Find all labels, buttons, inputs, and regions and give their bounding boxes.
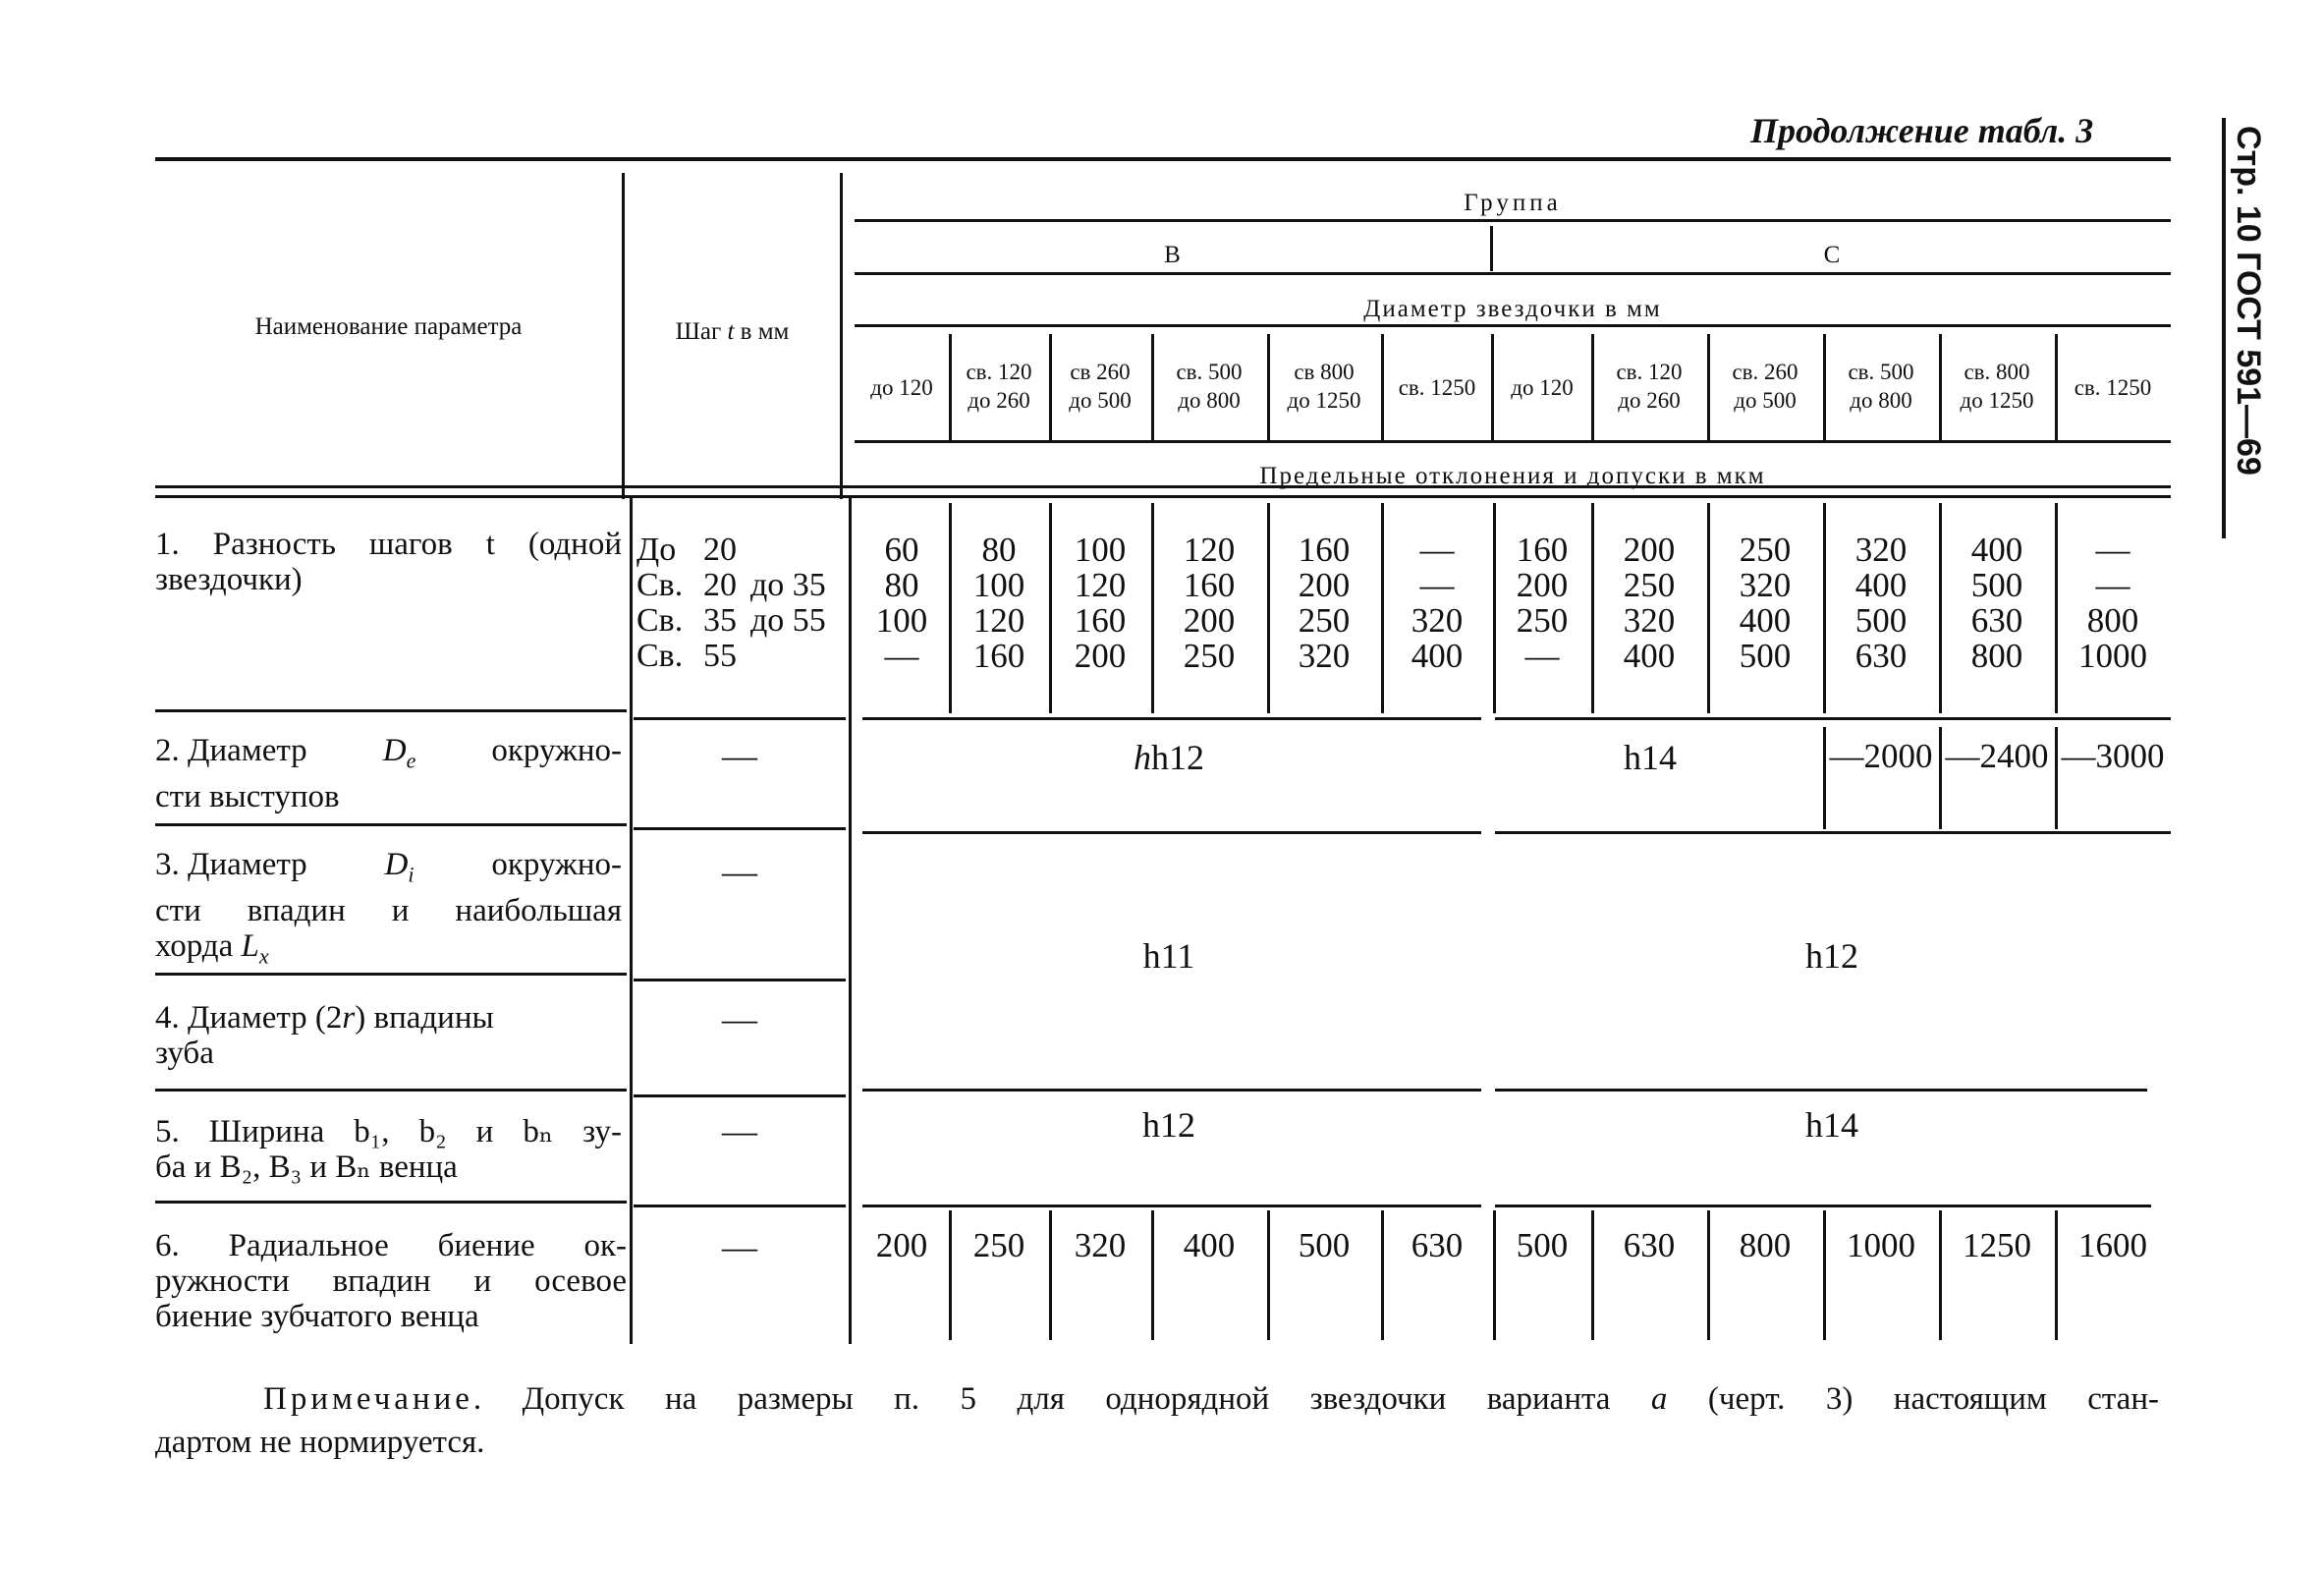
diameter-range-line2: до 800 — [1850, 388, 1912, 413]
diameter-range-line1: св. 500 — [1848, 360, 1914, 384]
row1-value: 800 — [2086, 601, 2139, 640]
row6-value: 630 — [1411, 1226, 1464, 1264]
step-header-prefix: Шаг — [675, 318, 722, 345]
diameter-range-line1: до 120 — [870, 375, 933, 400]
diameter-range-4 — [1151, 358, 1267, 415]
rule-row5-bottom-c — [862, 1205, 1481, 1207]
row2-extra-col-rule — [2055, 727, 2058, 829]
vrule-param-body — [630, 497, 633, 1344]
row5-tol-c: h14 — [1805, 1105, 1858, 1145]
row1-value: — — [1419, 531, 1455, 569]
row2-tol-c-extra-value: —2000 — [1829, 737, 1933, 775]
side-header-rule — [2222, 118, 2226, 538]
row4-param — [155, 1000, 622, 1071]
row1-value: 250 — [1298, 601, 1351, 640]
step-value: 20 — [703, 567, 737, 603]
step-prefix: До — [636, 532, 677, 568]
diameter-range-3 — [1049, 358, 1151, 415]
row6-col-rule — [1049, 1210, 1052, 1340]
diameter-header: Диаметр звездочки в мм — [1363, 296, 1662, 322]
rule-row1-bottom-d — [1495, 717, 2171, 720]
rule-row2-bottom-d — [1495, 831, 2171, 834]
rule-below-ranges — [855, 440, 2171, 443]
row6-value: 500 — [1516, 1226, 1569, 1264]
row1-value: 320 — [1298, 637, 1351, 675]
row1-value: 320 — [1411, 601, 1464, 640]
range-col-rule — [1381, 334, 1384, 440]
group-c-header: С — [1823, 242, 1841, 268]
row1-value: — — [2095, 531, 2130, 569]
row5-param-l2: ба и B₂, B₃ и Bₙ венца — [155, 1149, 458, 1185]
step-suffix: до 55 — [750, 602, 826, 639]
row1-value: 800 — [1970, 637, 2023, 675]
row2-tol-c-extra-value: —2400 — [1945, 737, 2049, 775]
vrule-step — [840, 173, 843, 499]
row2-tol-c-extra-value: —3000 — [2061, 737, 2165, 775]
row1-col-rule — [1049, 503, 1052, 713]
row1-value: 500 — [1854, 601, 1908, 640]
row1-col-rule — [1151, 503, 1154, 713]
row2-param-num: 2. Диаметр — [155, 733, 307, 768]
side-header: Стр. 10 ГОСТ 591—69 — [2230, 126, 2267, 476]
row1-step-range — [636, 532, 843, 568]
note-label: Примечание — [263, 1381, 473, 1417]
rule-row5-bottom-d — [1495, 1205, 2151, 1207]
rule-row3-bottom-b — [634, 979, 846, 981]
rows34-tol-c: h12 — [1805, 936, 1858, 976]
rule-row4-bottom-b — [634, 1094, 846, 1097]
row1-value: 100 — [972, 566, 1025, 604]
row3-param-l1-sub: i — [408, 862, 415, 887]
row6-col-rule — [2055, 1210, 2058, 1340]
row1-col-rule — [2055, 503, 2058, 713]
row6-col-rule — [1823, 1210, 1826, 1340]
row3-param-l3-a: хорда — [155, 927, 234, 964]
group-b-header: В — [1164, 242, 1181, 268]
table-top-rule — [155, 157, 2171, 161]
diameter-range-line1: св. 800 — [1964, 360, 2030, 384]
row1-value: 630 — [1970, 601, 2023, 640]
rule-below-bc — [855, 272, 2171, 275]
step-header-var: t — [727, 318, 735, 345]
row6-value: 1250 — [1963, 1226, 2031, 1264]
row1-value: 120 — [1183, 531, 1236, 569]
row6-value: 800 — [1739, 1226, 1792, 1264]
diameter-range-7 — [1493, 373, 1591, 402]
row1-value: 120 — [972, 601, 1025, 640]
row1-value: 250 — [1739, 531, 1792, 569]
row1-value: — — [2095, 566, 2130, 604]
row5-tol-b: h12 — [1142, 1105, 1195, 1145]
row1-value: 500 — [1739, 637, 1792, 675]
note-text2: (черт. 3) настоящим стан- — [1707, 1381, 2159, 1417]
range-col-rule — [1707, 334, 1710, 440]
diameter-range-line1: до 120 — [1511, 375, 1574, 400]
row6-col-rule — [1707, 1210, 1710, 1340]
rule-below-group — [855, 219, 2171, 222]
rule-row5-bottom — [155, 1201, 627, 1204]
rule-row4-bottom-d — [1495, 1089, 2147, 1092]
row1-value: 320 — [1739, 566, 1792, 604]
row6-value: 400 — [1183, 1226, 1236, 1264]
step-prefix: Св. — [636, 567, 684, 603]
rule-row4-bottom-c — [862, 1089, 1481, 1092]
row5-step: — — [722, 1111, 757, 1150]
row5-param — [155, 1114, 622, 1185]
row1-col-rule — [1381, 503, 1384, 713]
row6-value: 500 — [1298, 1226, 1351, 1264]
row1-value: 400 — [1854, 566, 1908, 604]
row2-tol-b-text: h12 — [1151, 738, 1204, 777]
row1-value: 120 — [1074, 566, 1127, 604]
row3-param-l1-b: окружно- — [491, 847, 622, 882]
row3-param-l3-var: L — [241, 927, 259, 964]
diameter-range-line1: св. 1250 — [2074, 375, 2152, 400]
rule-row5-bottom-b — [634, 1205, 846, 1207]
rule-row4-bottom — [155, 1089, 627, 1092]
row1-param-text: 1. Разность шагов t (одной звездочки) — [155, 527, 622, 597]
diameter-range-line1: св. 260 — [1732, 360, 1798, 384]
row4-param-l1-a: 4. Диаметр (2 — [155, 1000, 343, 1036]
diameter-range-line1: св. 1250 — [1398, 375, 1476, 400]
row3-param-l1-var: D — [384, 847, 409, 882]
range-col-rule — [1939, 334, 1942, 440]
rows34-tol-b: h11 — [1142, 936, 1195, 976]
row3-param-l2: сти впадин и наибольшая — [155, 892, 622, 928]
row6-step: — — [722, 1227, 757, 1266]
row1-step-range — [636, 603, 843, 639]
row1-value: — — [884, 637, 919, 675]
range-col-rule — [2055, 334, 2058, 440]
row1-col-rule — [1493, 503, 1496, 713]
row1-value: 400 — [1739, 601, 1792, 640]
row1-value: 80 — [884, 566, 919, 604]
step-value: 55 — [703, 638, 737, 674]
row6-param — [155, 1228, 627, 1334]
row6-param-l1: 6. Радиальное биение ок- — [155, 1228, 627, 1263]
step-value: 20 — [703, 532, 737, 568]
param-column-header: Наименование параметра — [254, 313, 523, 340]
row1-value: 250 — [1623, 566, 1676, 604]
row1-col-rule — [1267, 503, 1270, 713]
diameter-range-line2: до 1250 — [1960, 388, 2034, 413]
range-col-rule — [1151, 334, 1154, 440]
row2-tol-c — [1493, 737, 1807, 778]
table-note — [155, 1377, 2159, 1464]
row2-tol-b: hh12 — [1134, 738, 1204, 777]
rule-row2-bottom — [155, 823, 627, 826]
row1-value: 60 — [884, 531, 919, 569]
row2-param-sub: e — [406, 748, 416, 773]
row1-steps — [636, 532, 843, 674]
diameter-range-10 — [1823, 358, 1939, 415]
row6-col-rule — [1267, 1210, 1270, 1340]
rule-row1-bottom — [155, 709, 627, 712]
rule-header-bottom-2 — [155, 495, 2171, 498]
row1-value: 400 — [1411, 637, 1464, 675]
row1-col-rule — [1707, 503, 1710, 713]
row2-param-rest1: окружно- — [491, 733, 622, 768]
row1-value: 200 — [1298, 566, 1351, 604]
diameter-range-9 — [1707, 358, 1823, 415]
diameter-range-line1: св 260 — [1070, 360, 1131, 384]
step-value: 35 — [703, 602, 737, 639]
row1-col-rule — [1591, 503, 1594, 713]
row2-param — [155, 733, 622, 814]
limits-header: Предельные отклонения и допуски в мкм — [1259, 463, 1766, 489]
row1-value: 200 — [1183, 601, 1236, 640]
row1-value: 200 — [1516, 566, 1569, 604]
row4-param-l2: зуба — [155, 1036, 214, 1071]
diameter-range-11 — [1939, 358, 2055, 415]
diameter-range-line2: до 500 — [1069, 388, 1132, 413]
row2-extra-col-rule — [1939, 727, 1942, 829]
row6-value: 1000 — [1847, 1226, 1915, 1264]
step-suffix: до 35 — [750, 567, 826, 603]
row2-step: — — [722, 736, 757, 775]
rule-row2-bottom-b — [634, 827, 846, 830]
diameter-range-12 — [2055, 373, 2171, 402]
row1-value: 320 — [1623, 601, 1676, 640]
vrule-step-body — [849, 497, 852, 1344]
row1-value: 400 — [1970, 531, 2023, 569]
row1-value: 250 — [1516, 601, 1569, 640]
diameter-range-line1: св 800 — [1294, 360, 1355, 384]
diameter-range-8 — [1591, 358, 1707, 415]
note-text1: . Допуск на размеры п. 5 для однорядной звездочки варианта — [472, 1381, 1611, 1417]
diameter-range-line2: до 800 — [1178, 388, 1241, 413]
row1-value: 160 — [972, 637, 1025, 675]
row1-value: 160 — [1183, 566, 1236, 604]
step-header-suffix: в мм — [740, 318, 790, 345]
diameter-range-line2: до 500 — [1734, 388, 1797, 413]
row1-value: 400 — [1623, 637, 1676, 675]
row2-param-rest2: сти выступов — [155, 778, 340, 814]
rule-row1-bottom-c — [862, 717, 1481, 720]
diameter-range-6 — [1381, 373, 1493, 402]
row3-param — [155, 847, 622, 974]
row4-step: — — [722, 999, 757, 1038]
row1-value: — — [1524, 637, 1560, 675]
row2-param-var: D — [382, 733, 407, 768]
row1-value: — — [1419, 566, 1455, 604]
range-col-rule — [1049, 334, 1052, 440]
row6-value: 630 — [1623, 1226, 1676, 1264]
diameter-range-line1: св. 120 — [1616, 360, 1683, 384]
row1-step-range — [636, 568, 843, 603]
row1-value: 1000 — [2078, 637, 2147, 675]
group-header: Группа — [1464, 190, 1562, 216]
note-text3: дартом не нормируется. — [155, 1425, 485, 1460]
row1-param — [155, 527, 622, 597]
row1-value: 200 — [1623, 531, 1676, 569]
diameter-range-line2: до 260 — [968, 388, 1030, 413]
note-var: а — [1650, 1381, 1668, 1417]
row1-step-range — [636, 639, 843, 674]
row1-col-rule — [949, 503, 952, 713]
range-col-rule — [1267, 334, 1270, 440]
row1-value: 200 — [1074, 637, 1127, 675]
diameter-range-line2: до 1250 — [1287, 388, 1361, 413]
row4-param-l1-b: ) впадины — [355, 1000, 494, 1036]
step-prefix: Св. — [636, 602, 684, 639]
diameter-range-line1: св. 120 — [966, 360, 1032, 384]
rule-row1-bottom-b — [634, 717, 846, 720]
rule-row2-bottom-c — [862, 831, 1481, 834]
continuation-title: Продолжение табл. 3 — [1750, 111, 2094, 150]
row3-param-l3-sub: x — [258, 943, 269, 969]
row1-value: 160 — [1516, 531, 1569, 569]
range-col-rule — [949, 334, 952, 440]
row6-col-rule — [1591, 1210, 1594, 1340]
row2-tol-c-text: h14 — [1624, 738, 1677, 777]
row4-param-l1-var: r — [342, 1000, 356, 1036]
rule-below-diameter — [855, 324, 2171, 327]
row2-extra-col-rule — [1823, 727, 1826, 829]
row1-col-rule — [1823, 503, 1826, 713]
row1-value: 80 — [981, 531, 1017, 569]
row1-value: 160 — [1298, 531, 1351, 569]
diameter-range-line2: до 260 — [1618, 388, 1681, 413]
row3-param-l1-a: 3. Диаметр — [155, 847, 307, 882]
diameter-range-1 — [855, 373, 949, 402]
row6-param-l3: биение зубчатого венца — [155, 1299, 479, 1334]
row1-value: 320 — [1854, 531, 1908, 569]
row1-value: 100 — [1074, 531, 1127, 569]
row1-value: 160 — [1074, 601, 1127, 640]
step-column-header — [625, 317, 840, 347]
row6-col-rule — [1151, 1210, 1154, 1340]
diameter-range-5 — [1267, 358, 1381, 415]
row1-value: 250 — [1183, 637, 1236, 675]
row6-col-rule — [949, 1210, 952, 1340]
row6-param-l2: ружности впадин и осевое — [155, 1263, 627, 1299]
row1-value: 630 — [1854, 637, 1908, 675]
range-col-rule — [1823, 334, 1826, 440]
row3-step: — — [722, 852, 757, 891]
row6-value: 200 — [875, 1226, 928, 1264]
row5-param-l1: 5. Ширина b₁, b₂ и bₙ зу- — [155, 1114, 622, 1149]
row6-col-rule — [1381, 1210, 1384, 1340]
row1-col-rule — [1939, 503, 1942, 713]
range-col-rule — [1591, 334, 1594, 440]
row6-value: 1600 — [2078, 1226, 2147, 1264]
diameter-range-2 — [949, 358, 1049, 415]
row6-value: 250 — [972, 1226, 1025, 1264]
diameter-range-line1: св. 500 — [1176, 360, 1243, 384]
row6-col-rule — [1493, 1210, 1496, 1340]
step-prefix: Св. — [636, 638, 684, 674]
row6-col-rule — [1939, 1210, 1942, 1340]
row1-value: 100 — [875, 601, 928, 640]
row6-value: 320 — [1074, 1226, 1127, 1264]
row1-value: 500 — [1970, 566, 2023, 604]
range-col-rule-bc — [1491, 334, 1494, 440]
